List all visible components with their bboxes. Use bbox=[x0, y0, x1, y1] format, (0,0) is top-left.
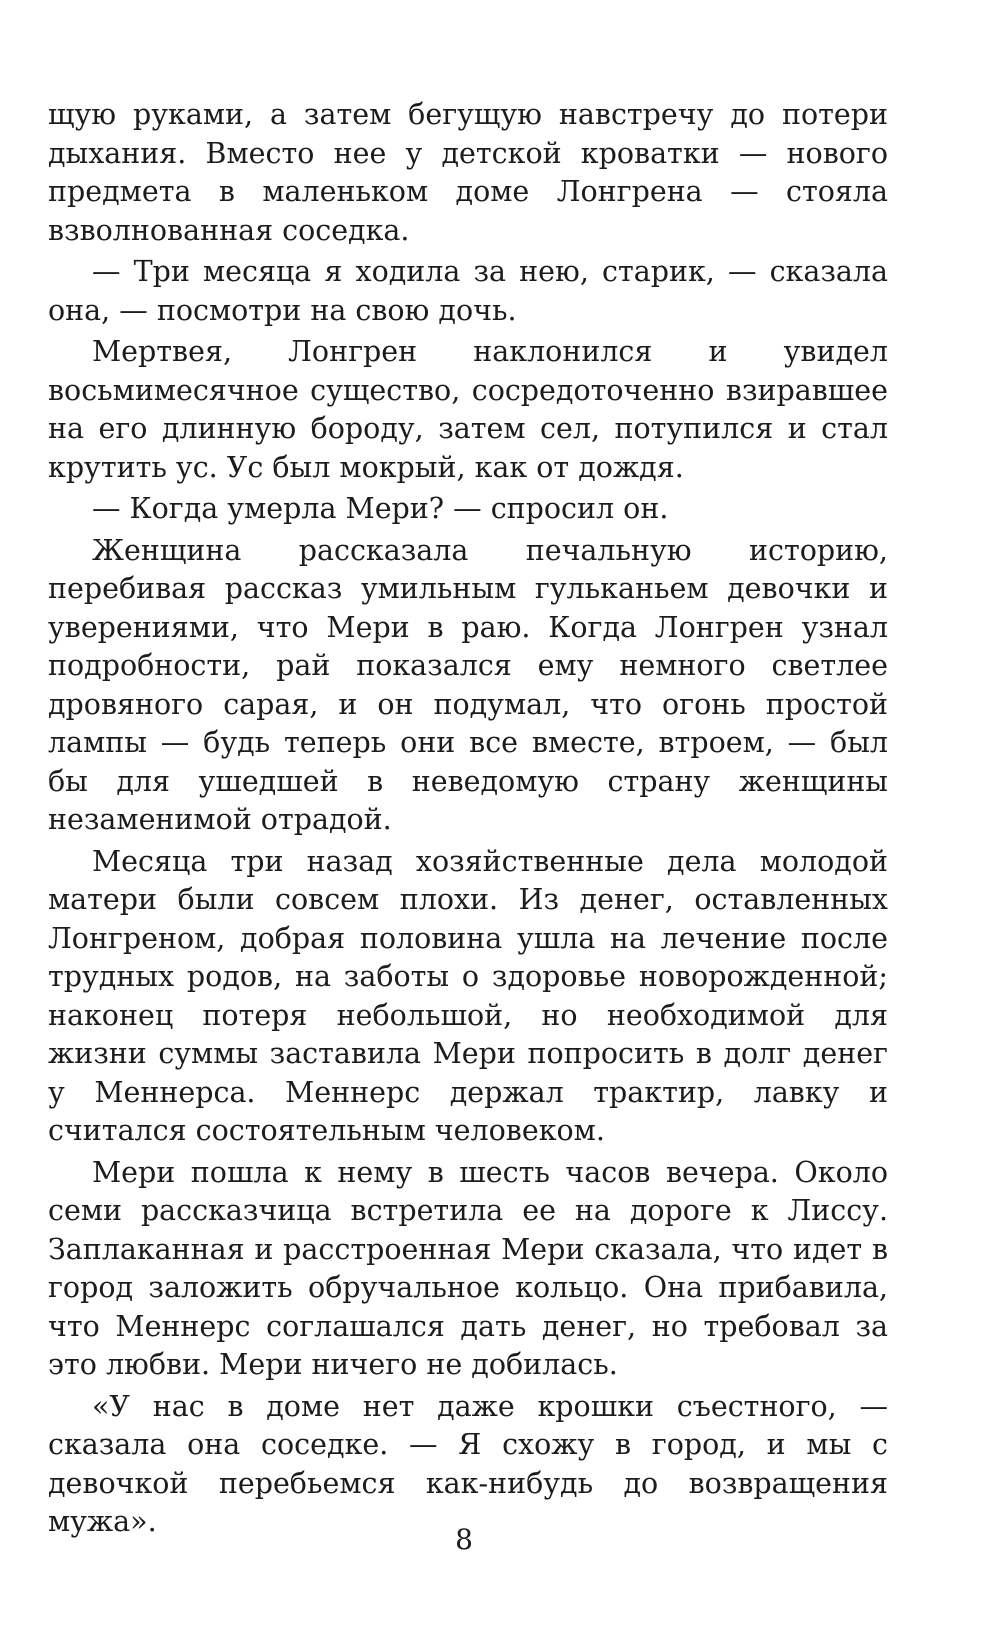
paragraph-2: — Три месяца я ходила за нею, старик, — сказала она, — посмотри на свою дочь. bbox=[48, 255, 888, 327]
paragraph-1: щую руками, а затем бегущую навстречу до потери дыхания. Вместо нее у детской кроватки — нового предмета в маленьком доме Лонгрена — стояла взволнованная соседка. bbox=[48, 98, 888, 247]
paragraph-6: Месяца три назад хозяйственные дела молодой матери были совсем плохи. Из денег, оставленных Лонгреном, добрая половина ушла на лечение после трудных родов, на заботы о здоровье новорожденной; наконец потеря небольшой, но необходимой для жизни суммы заставила Мери попросить в долг денег у Меннерса. Меннерс держал трактир, лавку и считался состоятельным человеком. bbox=[48, 844, 888, 1147]
paragraph-4: — Когда умерла Мери? — спросил он. bbox=[92, 492, 669, 525]
page-number: 8 bbox=[455, 1523, 473, 1556]
paragraph-7: Мери пошла к нему в шесть часов вечера. Около семи рассказчица встретила ее на дороге к Лиссу. Заплаканная и расстроенная Мери сказала, что идет в город заложить обручальное кольцо. Она прибавила, что Меннерс соглашался дать денег, но требовал за это любви. Мери ничего не добилась. bbox=[48, 1155, 888, 1381]
paragraph-8: «У нас в доме нет даже крошки съестного, — сказала она соседке. — Я схожу в город, и мы с девочкой перебьемся как-нибудь до возвращения мужа». bbox=[48, 1389, 888, 1538]
page-text bbox=[48, 96, 888, 1542]
paragraph-3: Мертвея, Лонгрен наклонился и увидел восьмимесячное существо, сосредоточенно взиравшее на его длинную бороду, затем сел, потупился и стал крутить ус. Ус был мокрый, как от дождя. bbox=[48, 335, 888, 484]
paragraph-5: Женщина рассказала печальную историю, перебивая рассказ умильным гульканьем девочки и уверениями, что Мери в раю. Когда Лонгрен узнал подробности, рай показался ему немного светлее дровяного сарая, и он подумал, что огонь простой лампы — будь теперь они все вместе, втроем, — был бы для ушедшей в неведомую страну женщины незаменимой отрадой. bbox=[48, 533, 888, 836]
